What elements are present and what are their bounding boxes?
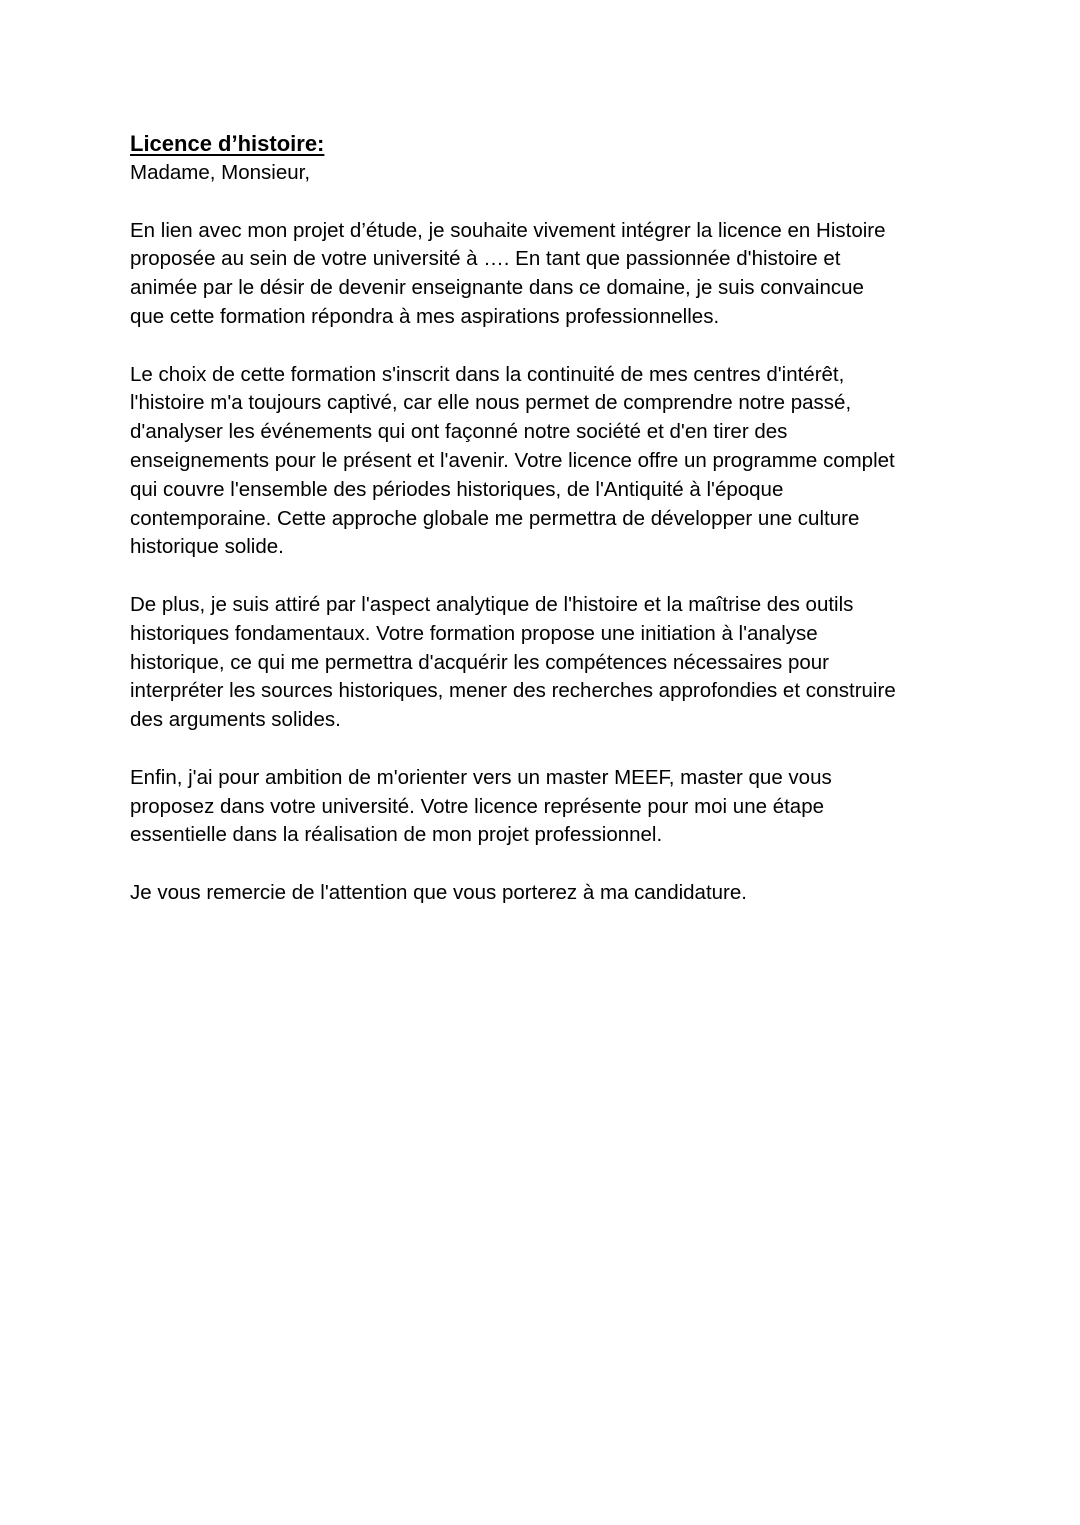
paragraph-line: l'histoire m'a toujours captivé, car elle nous permet de comprendre notre passé, [130,391,852,415]
paragraph-line: historique solide. [130,535,284,559]
paragraph-line: animée par le désir de devenir enseignante dans ce domaine, je suis convaincue [130,276,864,300]
paragraph-line: contemporaine. Cette approche globale me permettra de développer une culture [130,506,860,530]
salutation: Madame, Monsieur, [130,161,311,184]
paragraph-line: que cette formation répondra à mes aspirations professionnelles. [130,304,720,328]
paragraph-line: Le choix de cette formation s'inscrit dans la continuité de mes centres d'intérêt, [130,362,845,386]
paragraph-line: Enfin, j'ai pour ambition de m'orienter vers un master MEEF, master que vous [130,765,832,789]
paragraph-2 [130,361,960,563]
paragraph-line: essentielle dans la réalisation de mon projet professionnel. [130,823,663,847]
paragraph-line: proposée au sein de votre université à …. En tant que passionnée d'histoire et [130,247,841,271]
paragraph-1 [130,217,960,332]
paragraph-line: interpréter les sources historiques, mener des recherches approfondies et construire [130,679,896,703]
paragraph-line: d'analyser les événements qui ont façonné notre société et d'en tirer des [130,420,788,444]
paragraph-4 [130,764,960,850]
paragraph-line: proposez dans votre université. Votre licence représente pour moi une étape [130,794,824,818]
paragraph-line: En lien avec mon projet d’étude, je souhaite vivement intégrer la licence en Histoire [130,218,886,242]
letter-page [130,129,960,908]
closing-line [130,879,960,908]
closing-text: Je vous remercie de l'attention que vous porterez à ma candidature. [130,880,747,904]
paragraph-line: De plus, je suis attiré par l'aspect analytique de l'histoire et la maîtrise des outils [130,592,854,616]
paragraph-line: historique, ce qui me permettra d'acquérir les compétences nécessaires pour [130,650,829,674]
paragraph-3 [130,591,960,735]
paragraph-line: des arguments solides. [130,708,341,732]
paragraph-line: qui couvre l'ensemble des périodes historiques, de l'Antiquité à l'époque [130,477,784,501]
letter-title: Licence d’histoire: [130,131,325,156]
paragraph-line: enseignements pour le présent et l'avenir. Votre licence offre un programme complet [130,448,895,472]
paragraph-line: historiques fondamentaux. Votre formation propose une initiation à l'analyse [130,621,818,645]
